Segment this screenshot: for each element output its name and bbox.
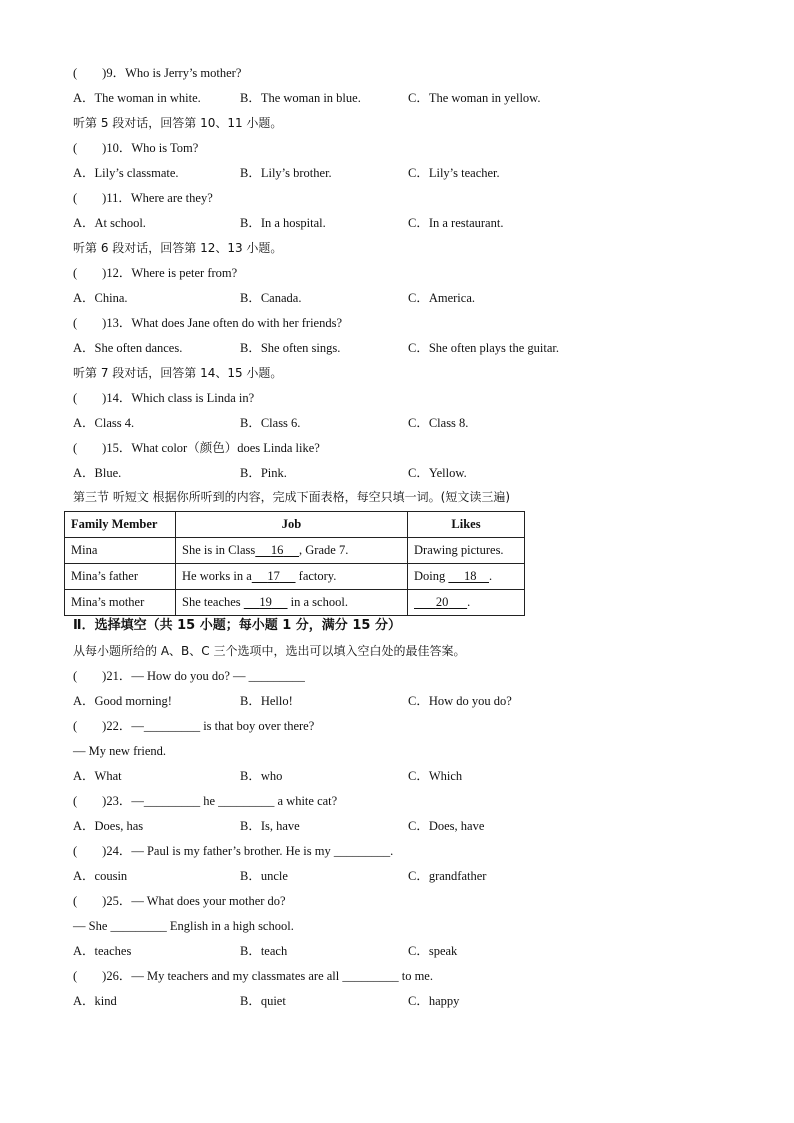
option-b[interactable]: B．teach	[240, 944, 288, 958]
options-26	[0, 993, 794, 1009]
likes-cell: 20 .	[408, 590, 525, 616]
options-21	[0, 693, 794, 709]
option-b[interactable]: B．quiet	[240, 994, 286, 1008]
question-25: ( )25．— What does your mother do?	[73, 894, 286, 908]
question-11: ( )11．Where are they?	[73, 191, 213, 205]
option-c[interactable]: C．The woman in yellow.	[408, 91, 541, 105]
section-heading: 听第 5 段对话，回答第 10、11 小题。	[73, 116, 283, 130]
options-9	[0, 90, 794, 106]
question-15: ( )15．What color（颜色）does Linda like?	[73, 441, 320, 455]
options-23	[0, 818, 794, 834]
option-a[interactable]: A．Blue.	[73, 466, 122, 480]
option-b[interactable]: B．who	[240, 769, 283, 783]
option-c[interactable]: C．In a restaurant.	[408, 216, 504, 230]
option-b[interactable]: B．Class 6.	[240, 416, 301, 430]
member-cell: Mina	[65, 538, 176, 564]
header-job: Job	[176, 512, 408, 538]
question-26: ( )26．— My teachers and my classmates are all _________ to me.	[73, 969, 433, 983]
option-b[interactable]: B．uncle	[240, 869, 288, 883]
options-22	[0, 768, 794, 784]
table-row	[65, 590, 525, 616]
blank-18[interactable]: 18	[464, 569, 477, 583]
question-24: ( )24．— Paul is my father’s brother. He is my _________.	[73, 844, 394, 858]
option-b[interactable]: B．The woman in blue.	[240, 91, 361, 105]
option-a[interactable]: A．The woman in white.	[73, 91, 201, 105]
job-cell: She teaches 19 in a school.	[176, 590, 408, 616]
option-c[interactable]: C．happy	[408, 994, 460, 1008]
likes-cell: Doing 18 .	[408, 564, 525, 590]
question-22: ( )22．—_________ is that boy over there?	[73, 719, 315, 733]
member-cell: Mina’s mother	[65, 590, 176, 616]
option-c[interactable]: C．Does, have	[408, 819, 485, 833]
option-a[interactable]: A．She often dances.	[73, 341, 183, 355]
section-heading: 听第 6 段对话，回答第 12、13 小题。	[73, 241, 283, 255]
part2-title: Ⅱ．选择填空（共 15 小题；每小题 1 分，满分 15 分）	[73, 618, 401, 633]
question-25-reply: — She _________ English in a high school.	[73, 919, 294, 933]
option-c[interactable]: C．Lily’s teacher.	[408, 166, 500, 180]
option-a[interactable]: A．Does, has	[73, 819, 144, 833]
option-a[interactable]: A．Lily’s classmate.	[73, 166, 179, 180]
option-a[interactable]: A．cousin	[73, 869, 128, 883]
blank-20[interactable]: 20	[435, 595, 449, 609]
job-cell: He works in a 17 factory.	[176, 564, 408, 590]
options-13	[0, 340, 794, 356]
option-c[interactable]: C．How do you do?	[408, 694, 512, 708]
table-header-row	[65, 512, 525, 538]
option-a[interactable]: A．Good morning!	[73, 694, 172, 708]
member-cell: Mina’s father	[65, 564, 176, 590]
option-c[interactable]: C．America.	[408, 291, 475, 305]
section3-title: 第三节 听短文 根据你所听到的内容，完成下面表格，每空只填一词。(短文读三遍)	[73, 490, 510, 504]
options-14	[0, 415, 794, 431]
option-c[interactable]: C．Yellow.	[408, 466, 467, 480]
option-a[interactable]: A．Class 4.	[73, 416, 135, 430]
option-c[interactable]: C．She often plays the guitar.	[408, 341, 560, 355]
options-10	[0, 165, 794, 181]
job-cell: She is in Class 16 , Grade 7.	[176, 538, 408, 564]
question-21: ( )21．— How do you do? — _________	[73, 669, 305, 683]
options-24	[0, 868, 794, 884]
option-b[interactable]: B．In a hospital.	[240, 216, 326, 230]
option-c[interactable]: C．speak	[408, 944, 458, 958]
likes-cell: Drawing pictures.	[408, 538, 525, 564]
option-c[interactable]: C．Which	[408, 769, 463, 783]
options-15	[0, 465, 794, 481]
option-b[interactable]: B．Pink.	[240, 466, 287, 480]
options-12	[0, 290, 794, 306]
blank-19[interactable]: 19	[259, 595, 272, 609]
family-table	[64, 511, 525, 616]
header-likes: Likes	[408, 512, 525, 538]
table-row	[65, 538, 525, 564]
question-10: ( )10．Who is Tom?	[73, 141, 199, 155]
option-a[interactable]: A．What	[73, 769, 122, 783]
question-13: ( )13．What does Jane often do with her friends?	[73, 316, 343, 330]
option-b[interactable]: B．Is, have	[240, 819, 300, 833]
options-25	[0, 943, 794, 959]
option-b[interactable]: B．Lily’s brother.	[240, 166, 332, 180]
options-11	[0, 215, 794, 231]
option-a[interactable]: A．kind	[73, 994, 117, 1008]
option-a[interactable]: A．China.	[73, 291, 128, 305]
question-23: ( )23．—_________ he _________ a white cat?	[73, 794, 338, 808]
section-heading: 听第 7 段对话，回答第 14、15 小题。	[73, 366, 283, 380]
question-14: ( )14．Which class is Linda in?	[73, 391, 255, 405]
option-a[interactable]: A．teaches	[73, 944, 132, 958]
option-c[interactable]: C．Class 8.	[408, 416, 469, 430]
blank-16[interactable]: 16	[270, 543, 284, 557]
header-family-member: Family Member	[65, 512, 176, 538]
option-b[interactable]: B．She often sings.	[240, 341, 341, 355]
blank-17[interactable]: 17	[267, 569, 280, 583]
part2-instruction: 从每小题所给的 A、B、C 三个选项中，选出可以填入空白处的最佳答案。	[73, 644, 466, 658]
question-12: ( )12．Where is peter from?	[73, 266, 238, 280]
option-b[interactable]: B．Canada.	[240, 291, 302, 305]
option-b[interactable]: B．Hello!	[240, 694, 293, 708]
option-c[interactable]: C．grandfather	[408, 869, 487, 883]
table-row	[65, 564, 525, 590]
question-9: ( )9．Who is Jerry’s mother?	[73, 66, 242, 80]
question-22-reply: — My new friend.	[73, 744, 167, 758]
option-a[interactable]: A．At school.	[73, 216, 146, 230]
